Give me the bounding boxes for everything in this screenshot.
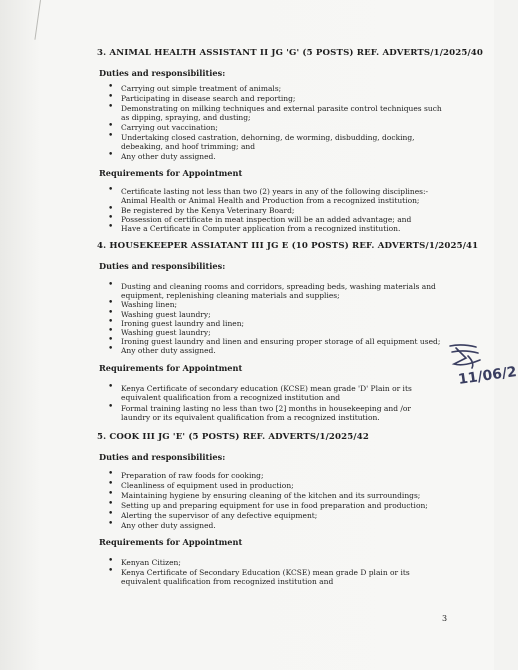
bullet: • [108, 185, 114, 195]
bullet: • [108, 489, 114, 499]
signature-mark [446, 342, 486, 372]
handwritten-date: 11/06/2 [457, 363, 518, 389]
bullet: • [108, 335, 114, 345]
list-item: Any other duty assigned. [121, 346, 216, 355]
list-item: Any other duty assigned. [121, 521, 216, 530]
section-4-requirements-heading: Requirements for Appointment [99, 363, 243, 373]
bullet: • [108, 479, 114, 489]
list-item: Cleanliness of equipment used in production; [121, 481, 294, 490]
list-item: Carrying out vaccination; [121, 123, 218, 132]
bullet: • [108, 499, 114, 509]
list-item: Participating in disease search and reporting; [121, 94, 296, 103]
section-3-requirements-heading: Requirements for Appointment [99, 168, 243, 178]
list-item: Washing guest laundry; [121, 310, 211, 319]
section-3-duties-heading: Duties and responsibilities: [99, 68, 226, 78]
bullet: • [108, 280, 114, 290]
section-3-title: 3. ANIMAL HEALTH ASSISTANT II JG 'G' (5 POSTS) REF. ADVERTS/1/2025/40 [97, 48, 484, 58]
list-item: Demonstrating on milking techniques and external parasite control techniques such [121, 104, 442, 113]
page-number: 3 [442, 614, 448, 623]
bullet: • [108, 344, 114, 354]
bullet: • [108, 102, 114, 112]
section-5-duties-heading: Duties and responsibilities: [99, 452, 226, 462]
list-item-continuation: as dipping, spraying, and dusting; [121, 113, 251, 122]
bullet: • [108, 317, 114, 327]
list-item: Be registered by the Kenya Veterinary Board; [121, 206, 295, 215]
list-item: Washing linen; [121, 300, 178, 309]
bullet: • [108, 298, 114, 308]
list-item: Washing guest laundry; [121, 328, 211, 337]
list-item: Kenyan Citizen; [121, 558, 181, 567]
list-item-continuation: equivalent qualification from a recognized institution and [121, 393, 341, 402]
list-item: Carrying out simple treatment of animals; [121, 84, 282, 93]
section-5-requirements-heading: Requirements for Appointment [99, 537, 243, 547]
bullet: • [108, 92, 114, 102]
bullet: • [108, 204, 114, 214]
list-item: Formal training lasting no less than two [2] months in housekeeping and /or [121, 404, 412, 413]
list-item-continuation: equivalent qualification from recognized institution and [121, 577, 334, 586]
bullet: • [108, 308, 114, 318]
list-item-continuation: laundry or its equivalent qualification from a recognized institution. [121, 413, 380, 422]
bullet: • [108, 150, 114, 160]
list-item: Any other duty assigned. [121, 152, 216, 161]
list-item: Kenya Certificate of secondary education (KCSE) mean grade 'D' Plain or its [121, 384, 412, 393]
list-item: Ironing guest laundry and linen; [121, 319, 245, 328]
bullet: • [108, 402, 114, 412]
bullet: • [108, 469, 114, 479]
section-4-title: 4. HOUSEKEEPER ASSIATANT III JG E (10 POSTS) REF. ADVERTS/1/2025/41 [97, 241, 479, 251]
list-item: Alerting the supervisor of any defective equipment; [121, 511, 318, 520]
list-item: Undertaking closed castration, dehorning, de worming, disbudding, docking, [121, 133, 415, 142]
list-item: Dusting and cleaning rooms and corridors, spreading beds, washing materials and [121, 282, 436, 291]
bullet: • [108, 131, 114, 141]
list-item-continuation: debeaking, and hoof trimming; and [121, 142, 256, 151]
list-item-continuation: Animal Health or Animal Health and Production from a recognized institution; [121, 196, 420, 205]
list-item: Kenya Certificate of Secondary Education (KCSE) mean grade D plain or its [121, 568, 410, 577]
bullet: • [108, 566, 114, 576]
bullet: • [108, 82, 114, 92]
list-item: Setting up and preparing equipment for use in food preparation and production; [121, 501, 428, 510]
list-item-continuation: equipment, replenishing cleaning materials and supplies; [121, 291, 340, 300]
bullet: • [108, 509, 114, 519]
section-5-title: 5. COOK III JG 'E' (5 POSTS) REF. ADVERTS/1/2025/42 [97, 432, 369, 442]
list-item: Maintaining hygiene by ensuring cleaning of the kitchen and its surroundings; [121, 491, 421, 500]
list-item: Certificate lasting not less than two (2) years in any of the following disciplines:- [121, 187, 429, 196]
bullet: • [108, 222, 114, 232]
bullet: • [108, 556, 114, 566]
list-item: Have a Certificate in Computer application from a recognized institution. [121, 224, 401, 233]
bullet: • [108, 382, 114, 392]
list-item: Ironing guest laundry and linen and ensuring proper storage of all equipment used; [121, 337, 441, 346]
list-item: Possession of certificate in meat inspection will be an added advantage; and [121, 215, 412, 224]
list-item: Preparation of raw foods for cooking; [121, 471, 264, 480]
bullet: • [108, 519, 114, 529]
section-4-duties-heading: Duties and responsibilities: [99, 261, 226, 271]
bullet: • [108, 121, 114, 131]
bullet: • [108, 213, 114, 223]
bullet: • [108, 326, 114, 336]
